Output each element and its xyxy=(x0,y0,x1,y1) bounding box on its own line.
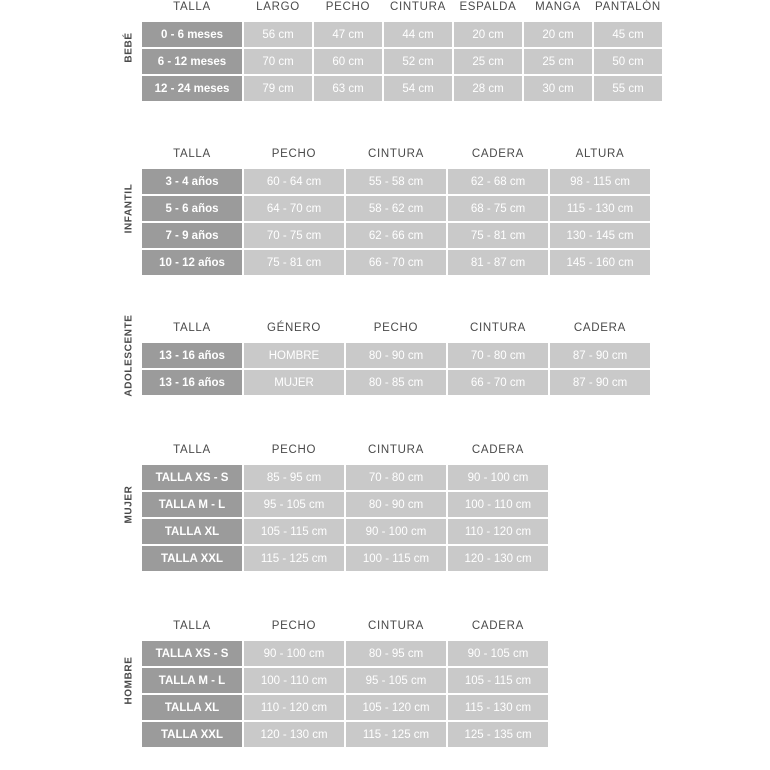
column-header: CADERA xyxy=(573,322,627,334)
measurement-cell: 47 cm xyxy=(314,22,382,47)
measurement-cell: 87 - 90 cm xyxy=(550,370,650,395)
table-row xyxy=(142,370,650,395)
measurement-cell: 70 cm xyxy=(244,49,312,74)
section-label-mujer xyxy=(118,435,140,573)
column-header: CINTURA xyxy=(469,322,526,334)
table-row xyxy=(142,76,662,101)
size-label-cell: 10 - 12 años xyxy=(142,250,242,275)
table-header-row xyxy=(142,613,548,639)
size-label-cell: 3 - 4 años xyxy=(142,169,242,194)
size-label-cell: 5 - 6 años xyxy=(142,196,242,221)
column-header: PECHO xyxy=(271,620,317,632)
column-header: GÉNERO xyxy=(266,322,322,334)
column-header: TALLA xyxy=(173,444,211,456)
measurement-cell: 64 - 70 cm xyxy=(244,196,344,221)
size-label-cell: 13 - 16 años xyxy=(142,370,242,395)
column-header: CADERA xyxy=(471,620,525,632)
table-row xyxy=(142,250,650,275)
measurement-cell: 85 - 95 cm xyxy=(244,465,344,490)
measurement-cell: 63 cm xyxy=(314,76,382,101)
column-header: LARGO xyxy=(256,1,300,13)
measurement-cell: 50 cm xyxy=(594,49,662,74)
section-label-bebe xyxy=(118,0,140,103)
measurement-cell: 120 - 130 cm xyxy=(448,546,548,571)
measurement-cell: 70 - 80 cm xyxy=(448,343,548,368)
size-section-adolescente xyxy=(118,313,760,397)
table-header-row xyxy=(142,315,650,341)
size-table-mujer xyxy=(140,435,550,573)
measurement-cell: 56 cm xyxy=(244,22,312,47)
table-header-row xyxy=(142,141,650,167)
measurement-cell: 66 - 70 cm xyxy=(448,370,548,395)
measurement-cell: 70 - 75 cm xyxy=(244,223,344,248)
table-row xyxy=(142,169,650,194)
measurement-cell: 44 cm xyxy=(384,22,452,47)
column-header: TALLA xyxy=(173,620,211,632)
measurement-cell: 80 - 90 cm xyxy=(346,343,446,368)
measurement-cell: 115 - 130 cm xyxy=(550,196,650,221)
size-section-infantil xyxy=(118,139,760,277)
section-label-text: BEBÉ xyxy=(123,32,135,63)
section-label-text: ADOLESCENTE xyxy=(123,313,135,397)
size-section-mujer xyxy=(118,435,760,573)
column-header: PECHO xyxy=(373,322,419,334)
measurement-cell: 105 - 120 cm xyxy=(346,695,446,720)
column-header: TALLA xyxy=(173,1,211,13)
column-header: CINTURA xyxy=(367,620,424,632)
measurement-cell: 80 - 85 cm xyxy=(346,370,446,395)
size-section-bebe xyxy=(118,0,760,103)
measurement-cell: 68 - 75 cm xyxy=(448,196,548,221)
table-row xyxy=(142,695,548,720)
section-label-text: MUJER xyxy=(123,484,135,524)
measurement-cell: 120 - 130 cm xyxy=(244,722,344,747)
measurement-cell: 110 - 120 cm xyxy=(448,519,548,544)
measurement-cell: 55 - 58 cm xyxy=(346,169,446,194)
measurement-cell: 28 cm xyxy=(454,76,522,101)
measurement-cell: 130 - 145 cm xyxy=(550,223,650,248)
size-label-cell: 0 - 6 meses xyxy=(142,22,242,47)
column-header: TALLA xyxy=(173,148,211,160)
column-header: PECHO xyxy=(271,444,317,456)
column-header: CADERA xyxy=(471,148,525,160)
measurement-cell: 100 - 115 cm xyxy=(346,546,446,571)
measurement-cell: 60 cm xyxy=(314,49,382,74)
measurement-cell: 30 cm xyxy=(524,76,592,101)
measurement-cell: 115 - 130 cm xyxy=(448,695,548,720)
size-table-adolescente xyxy=(140,313,652,397)
size-section-hombre xyxy=(118,611,760,749)
section-label-text: INFANTIL xyxy=(123,183,135,233)
measurement-cell: 54 cm xyxy=(384,76,452,101)
table-header-row xyxy=(142,0,662,20)
measurement-cell: 90 - 100 cm xyxy=(346,519,446,544)
measurement-cell: 95 - 105 cm xyxy=(346,668,446,693)
measurement-cell: HOMBRE xyxy=(244,343,344,368)
measurement-cell: 90 - 100 cm xyxy=(448,465,548,490)
column-header: ALTURA xyxy=(575,148,625,160)
measurement-cell: 20 cm xyxy=(454,22,522,47)
measurement-cell: 90 - 105 cm xyxy=(448,641,548,666)
size-label-cell: 6 - 12 meses xyxy=(142,49,242,74)
measurement-cell: MUJER xyxy=(244,370,344,395)
column-header: CINTURA xyxy=(367,444,424,456)
measurement-cell: 75 - 81 cm xyxy=(448,223,548,248)
size-label-cell: TALLA M - L xyxy=(142,492,242,517)
table-row xyxy=(142,343,650,368)
section-label-text: HOMBRE xyxy=(123,655,135,705)
measurement-cell: 105 - 115 cm xyxy=(244,519,344,544)
measurement-cell: 145 - 160 cm xyxy=(550,250,650,275)
table-row xyxy=(142,519,548,544)
measurement-cell: 66 - 70 cm xyxy=(346,250,446,275)
column-header: PANTALÓN xyxy=(595,1,661,13)
column-header: CADERA xyxy=(471,444,525,456)
table-row xyxy=(142,492,548,517)
measurement-cell: 80 - 90 cm xyxy=(346,492,446,517)
table-row xyxy=(142,546,548,571)
measurement-cell: 115 - 125 cm xyxy=(244,546,344,571)
measurement-cell: 62 - 66 cm xyxy=(346,223,446,248)
measurement-cell: 20 cm xyxy=(524,22,592,47)
size-label-cell: 13 - 16 años xyxy=(142,343,242,368)
measurement-cell: 75 - 81 cm xyxy=(244,250,344,275)
section-label-hombre xyxy=(118,611,140,749)
measurement-cell: 81 - 87 cm xyxy=(448,250,548,275)
size-label-cell: TALLA XS - S xyxy=(142,641,242,666)
column-header: CINTURA xyxy=(389,1,446,13)
size-label-cell: 12 - 24 meses xyxy=(142,76,242,101)
table-row xyxy=(142,22,662,47)
measurement-cell: 105 - 115 cm xyxy=(448,668,548,693)
size-label-cell: 7 - 9 años xyxy=(142,223,242,248)
measurement-cell: 60 - 64 cm xyxy=(244,169,344,194)
column-header: TALLA xyxy=(173,322,211,334)
measurement-cell: 90 - 100 cm xyxy=(244,641,344,666)
measurement-cell: 95 - 105 cm xyxy=(244,492,344,517)
table-row xyxy=(142,196,650,221)
column-header: PECHO xyxy=(325,1,371,13)
measurement-cell: 25 cm xyxy=(454,49,522,74)
table-row xyxy=(142,223,650,248)
column-header: CINTURA xyxy=(367,148,424,160)
measurement-cell: 79 cm xyxy=(244,76,312,101)
size-table-bebe xyxy=(140,0,664,103)
measurement-cell: 110 - 120 cm xyxy=(244,695,344,720)
measurement-cell: 115 - 125 cm xyxy=(346,722,446,747)
measurement-cell: 25 cm xyxy=(524,49,592,74)
column-header: ESPALDA xyxy=(459,1,517,13)
measurement-cell: 52 cm xyxy=(384,49,452,74)
table-row xyxy=(142,465,548,490)
measurement-cell: 70 - 80 cm xyxy=(346,465,446,490)
section-label-infantil xyxy=(118,139,140,277)
size-label-cell: TALLA XL xyxy=(142,519,242,544)
measurement-cell: 45 cm xyxy=(594,22,662,47)
column-header: PECHO xyxy=(271,148,317,160)
table-header-row xyxy=(142,437,548,463)
table-row xyxy=(142,641,548,666)
measurement-cell: 62 - 68 cm xyxy=(448,169,548,194)
size-label-cell: TALLA XL xyxy=(142,695,242,720)
table-row xyxy=(142,668,548,693)
size-label-cell: TALLA M - L xyxy=(142,668,242,693)
measurement-cell: 87 - 90 cm xyxy=(550,343,650,368)
measurement-cell: 98 - 115 cm xyxy=(550,169,650,194)
measurement-cell: 80 - 95 cm xyxy=(346,641,446,666)
size-table-infantil xyxy=(140,139,652,277)
measurement-cell: 58 - 62 cm xyxy=(346,196,446,221)
column-header: MANGA xyxy=(535,1,581,13)
section-label-adolescente xyxy=(118,313,140,397)
measurement-cell: 100 - 110 cm xyxy=(244,668,344,693)
measurement-cell: 55 cm xyxy=(594,76,662,101)
table-row xyxy=(142,49,662,74)
measurement-cell: 100 - 110 cm xyxy=(448,492,548,517)
size-label-cell: TALLA XS - S xyxy=(142,465,242,490)
size-label-cell: TALLA XXL xyxy=(142,546,242,571)
size-table-hombre xyxy=(140,611,550,749)
measurement-cell: 125 - 135 cm xyxy=(448,722,548,747)
table-row xyxy=(142,722,548,747)
size-label-cell: TALLA XXL xyxy=(142,722,242,747)
